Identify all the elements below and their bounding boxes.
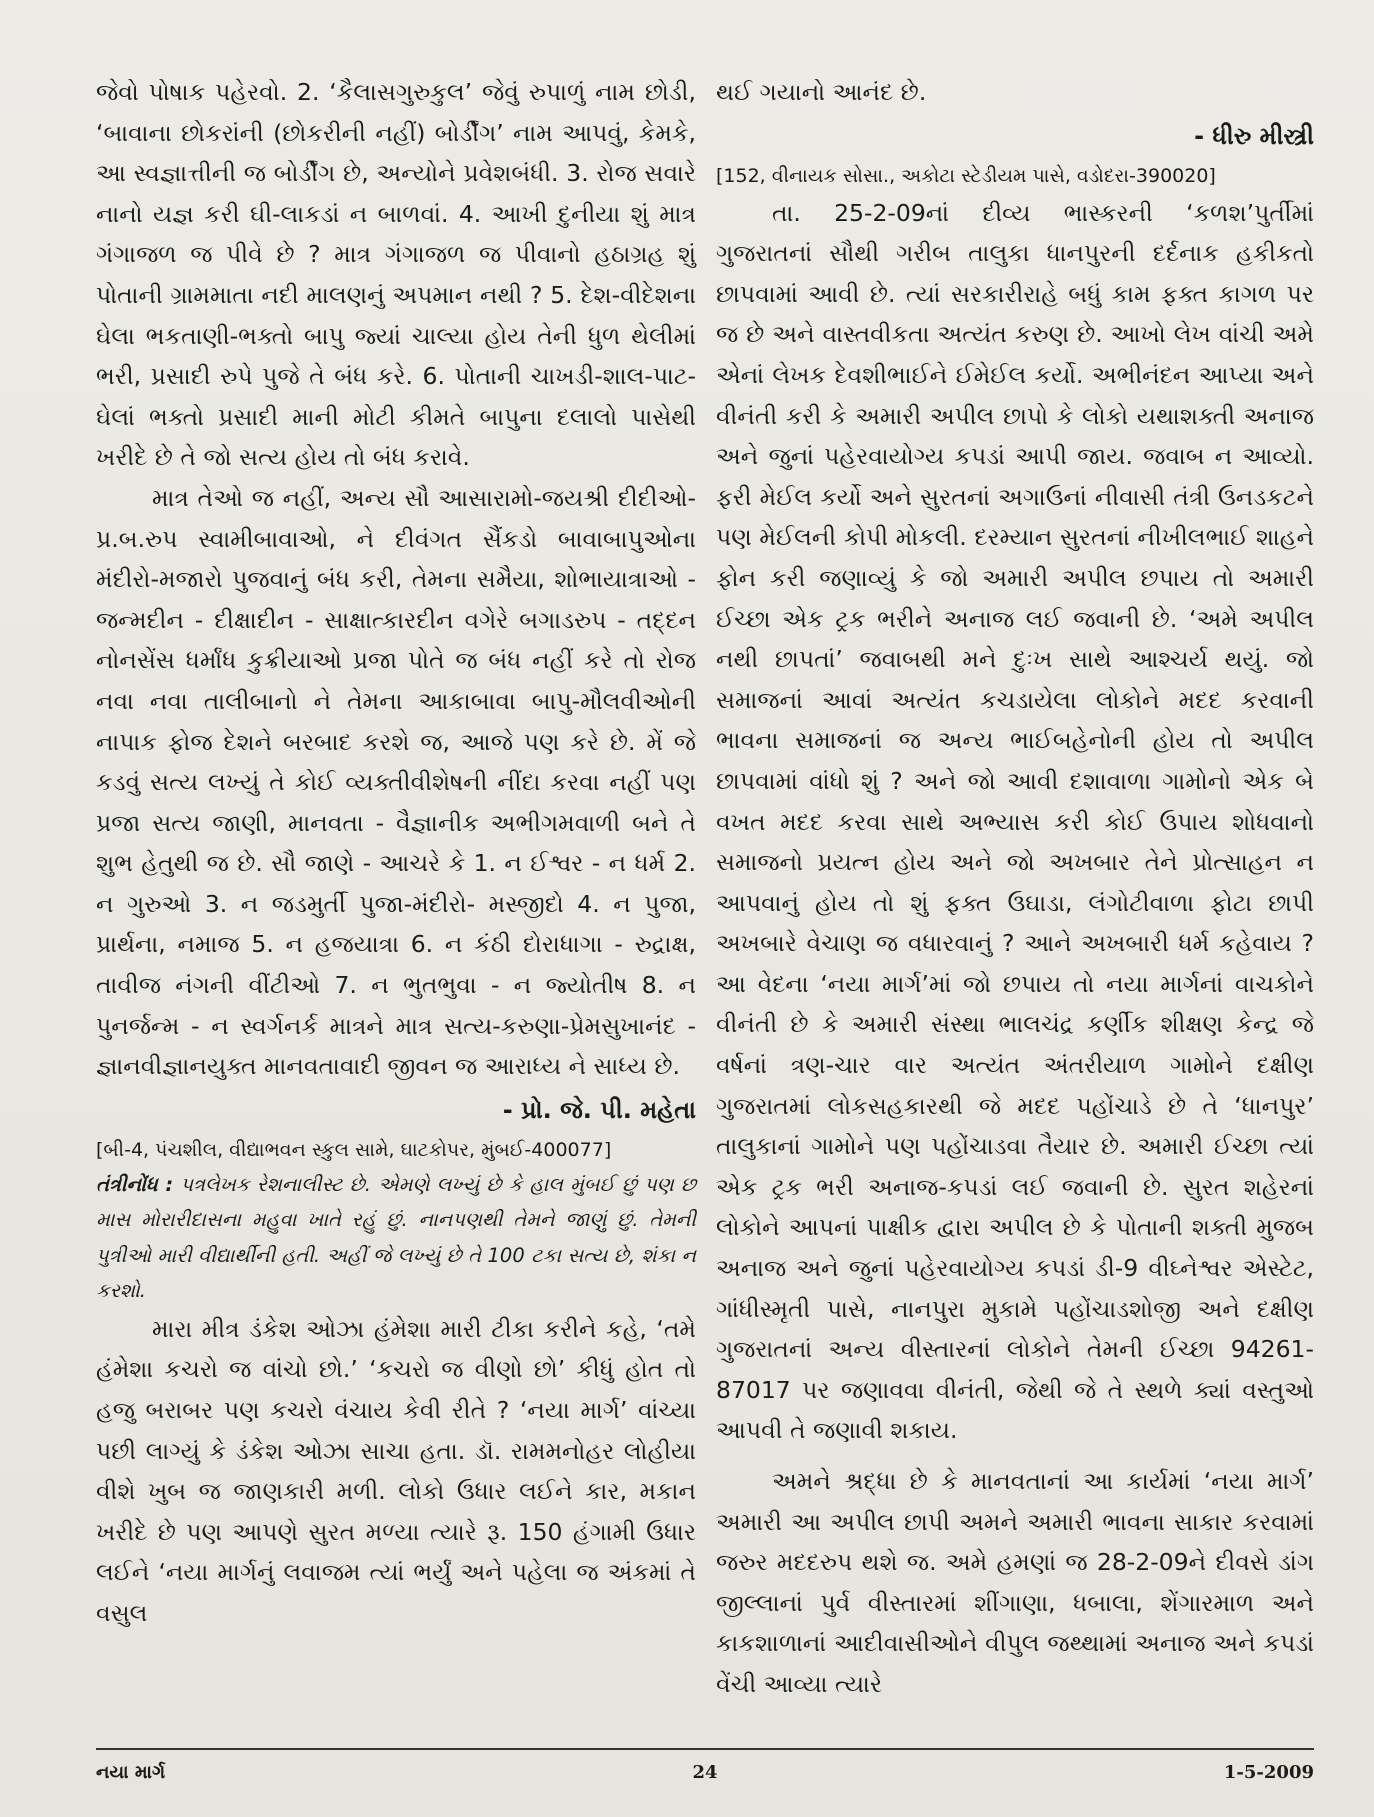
left-paragraph-1: જેવો પોષાક પહેરવો. 2. ‘કૈલાસગુરુકુલ’ જેવું રુપાળું નામ છોડી, ‘બાવાના છોકરાંની (છોકરીની નહીં) બોર્ડીંગ’ નામ આપવું, કેમકે, આ સ્વજ્ઞાત્તીની જ બોર્ડીંગ છે, અન્યોને પ્રવેશબંધી. 3. રોજ સવારે નાનો યજ્ઞ કરી ઘી-લાકડાં ન બાળવાં. 4. આખી દુનીયા શું માત્ર ગંગાજળ જ પીવે છે ? માત્ર ગંગાજળ જ પીવાનો હઠાગ્રહ શું પોતાની ગ્રામમાતા નદી માલણનું અપમાન નથી ? 5. દેશ-વીદેશના ઘેલા ભકતાણી-ભક્તો બાપુ જ્યાં ચાલ્યા હોય તેની ધુળ થેલીમાં ભરી, પ્રસાદી રુપે પુજે તે બંધ કરે. 6. પોતાની ચાખડી-શાલ-પાટ- ઘેલાં ભક્તો પ્રસાદી માની મોટી કીમતે બાપુના દલાલો પાસેથી ખરીદે છે તે જો સત્ય હોય તો બંધ કરાવે. — [96, 78, 696, 472]
letter-address: [બી-4, પંચશીલ, વીદ્યાભવન સ્કુલ સામે, ઘાટકોપર, મુંબઈ-400077] — [96, 1138, 612, 1161]
left-paragraph-2: માત્ર તેઓ જ નહીં, અન્ય સૌ આસારામો-જયશ્રી દીદીઓ- પ્ર.બ.રુપ સ્વામીબાવાઓ, ને દીવંગત સૈંકડો બાવાબાપુઓના મંદીરો-મજારો પુજવાનું બંધ કરી, તેમના સમૈયા, શોભાયાત્રાઓ - જન્મદીન - દીક્ષાદીન - સાક્ષાત્કારદીન વગેરે બગાડરુપ - તદ્દન નોનસેંસ ધર્માંધ કુક્રીયાઓ પ્રજા પોતે જ બંધ નહીં કરે તો રોજ નવા નવા તાલીબાનો ને તેમના આકાબાવા બાપુ-મૌલવીઓની નાપાક ફોજ દેશને બરબાદ કરશે જ, આજે પણ કરે છે. મેં જે કડવું સત્ય લખ્યું તે કોઈ વ્યક્તીવીશેષની નીંદા કરવા નહીં પણ પ્રજા સત્ય જાણી, માનવતા - વૈજ્ઞાનીક અભીગમવાળી બને તે શુભ હેતુથી જ છે. સૌ જાણે - આચરે કે 1. ન ઈશ્વર - ન ધર્મ 2. ન ગુરુઓ 3. ન જડમુર્તી પુજા-મંદીરો- મસ્જીદો 4. ન પુજા, પ્રાર્થના, નમાજ 5. ન હજયાત્રા 6. ન કંઠી દોરાધાગા - રુદ્રાક્ષ, તાવીજ નંગની વીંટીઓ 7. ન ભુતભુવા - ન જ્યોતીષ 8. ન પુનર્જન્મ - ન સ્વર્ગનર્ક માત્રને માત્ર સત્ય-કરુણા-પ્રેમસુખાનંદ - જ્ઞાનવીજ્ઞાનયુક્ત માનવતાવાદી જીવન જ આરાધ્ય ને સાધ્ય છે. — [96, 483, 696, 1081]
left-column — [96, 72, 696, 1634]
page-number: 24 — [692, 1762, 718, 1783]
footer-rule — [96, 1748, 1314, 1750]
issue-date: 1-5-2009 — [1223, 1762, 1314, 1783]
right-column — [716, 72, 1314, 1705]
right-paragraph-1: તા. 25-2-09નાં દીવ્ય ભાસ્કરની ‘કળશ’પુર્તીમાં ગુજરાતનાં સૌથી ગરીબ તાલુકા ધાનપુરની દર્દનાક હકીકતો છાપવામાં આવી છે. ત્યાં સરકારીરાહે બધું કામ ફક્ત કાગળ પર જ છે અને વાસ્તવીકતા અત્યંત કરુણ છે. આખો લેખ વાંચી અમે એનાં લેખક દેવશીભાઈને ઈમેઈલ કર્યો. અભીનંદન આપ્યા અને વીનંતી કરી કે અમારી અપીલ છાપો કે લોકો યથાશક્તી અનાજ અને જુનાં પહેરવાયોગ્ય કપડાં આપી જાય. જવાબ ન આવ્યો. ફરી મેઈલ કર્યો અને સુરતનાં અગાઉનાં નીવાસી તંત્રી ઉનડકટને પણ મેઈલની કોપી મોકલી. દરમ્યાન સુરતનાં નીખીલભાઈ શાહને ફોન કરી જણાવ્યું કે જો અમારી અપીલ છપાય તો અમારી ઈચ્છા એક ટ્રક ભરીને અનાજ લઈ જવાની છે. ‘અમે અપીલ નથી છાપતાં’ જવાબથી મને દુઃખ સાથે આશ્ચર્ય થયું. જો સમાજનાં આવાં અત્યંત કચડાયેલા લોકોને મદદ કરવાની ભાવના સમાજનાં જ અન્ય ભાઈબહેનોની હોય તો અપીલ છાપવામાં વાંધો શું ? અને જો આવી દશાવાળા ગામોનો એક બે વખત મદદ કરવા સાથે અભ્યાસ કરી કોઈ ઉપાય શોધવાનો સમાજનો પ્રયત્ન હોય અને જો અખબાર તેને પ્રોત્સાહન ન આપવાનું હોય તો શું ફક્ત ઉઘાડા, લંગોટીવાળા ફોટા છાપી અખબારે વેચાણ જ વધારવાનું ? આને અખબારી ધર્મ કહેવાય ? આ વેદના ‘નયા માર્ગ’માં જો છપાય તો નયા માર્ગનાં વાચકોને વીનંતી છે કે અમારી સંસ્થા ભાલચંદ્ર કર્ણીક શીક્ષણ કેન્દ્ર જે વર્ષનાં ત્રણ-ચાર વાર અત્યંત અંતરીયાળ ગામોને દક્ષીણ ગુજરાતમાં લોકસહકારથી જે મદદ પહોંચાડે છે તે ‘ધાનપુર’ તાલુકાનાં ગામોને પણ પહોંચાડવા તૈયાર છે. અમારી ઈચ્છા ત્યાં એક ટ્રક ભરી અનાજ-કપડાં લઈ જવાની છે. સુરત શહેરનાં લોકોને આપનાં પાક્ષીક દ્વારા અપીલ છે કે પોતાની શક્તી મુજબ અનાજ અને જુનાં પહેરવાયોગ્ય કપડાં ડી-9 વીઘ્નેશ્વર એસ્ટેટ, ગાંધીસ્મૃતી પાસે, નાનપુરા મુકામે પહોંચાડશોજી અને દક્ષીણ ગુજરાતનાં અન્ય વીસ્તારનાં લોકોને તેમની ઈચ્છા 94261-87017 પર જણાવવા વીનંતી, જેથી જે તે સ્થળે ક્યાં વસ્તુઓ આપવી તે જણાવી શકાય. — [716, 198, 1314, 1445]
right-paragraph-2: અમને શ્રદ્ધા છે કે માનવતાનાં આ કાર્યમાં ‘નયા માર્ગ’ અમારી આ અપીલ છાપી અમને અમારી ભાવના સાકાર કરવામાં જરુર મદદરુપ થશે જ. અમે હમણાં જ 28-2-09ને દીવસે ડાંગ જીલ્લાનાં પુર્વ વીસ્તારમાં શીંગાણા, ધબાલા, શેંગારમાળ અને કાકશાળાનાં આદીવાસીઓને વીપુલ જથ્થામાં અનાજ અને કપડાં વેંચી આવ્યા ત્યારે — [716, 1467, 1314, 1698]
editor-note — [96, 1167, 696, 1309]
publication-name: નયા માર્ગ — [96, 1762, 166, 1783]
editor-note-label: તંત્રીનોંધ : — [96, 1172, 174, 1196]
letter-signature: - પ્રો. જે. પી. મહેતા — [502, 1095, 696, 1124]
letter-signature: - ધીરુ મીસ્ત્રી — [1194, 121, 1314, 150]
right-paragraph-0: થઈ ગયાનો આનંદ છે. — [716, 78, 927, 106]
left-paragraph-3: મારા મીત્ર ડંકેશ ઓઝા હંમેશા મારી ટીકા કરીને કહે, ‘તમે હંમેશા કચરો જ વાંચો છો.’ ‘કચરો જ વીણો છો’ કીધું હોત તો હજુ બરાબર પણ કચરો વંચાય કેવી રીતે ? ‘નયા માર્ગ’ વાંચ્યા પછી લાગ્યું કે ડંકેશ ઓઝા સાચા હતા. ડૉ. રામમનોહર લોહીયા વીશે ખુબ જ જાણકારી મળી. લોકો ઉધાર લઈને કાર, મકાન ખરીદે છે પણ આપણે સુરત મળ્યા ત્યારે રૂ. 150 હંગામી ઉધાર લઈને ‘નયા માર્ગનું લવાજમ ત્યાં ભર્યું અને પહેલા જ અંકમાં તે વસુલ — [96, 1314, 696, 1627]
editor-note-text: પત્રલેખક રેશનાલીસ્ટ છે. એમણે લખ્યું છે કે હાલ મુંબઈ છું પણ છ માસ મોરારીદાસના મહુવા ખાતે રહું છું. નાનપણથી તેમને જાણું છું. તેમની પુત્રીઓ મારી વીદ્યાર્થીની હતી. અહીં જે લખ્યું છે તે 100 ટકા સત્ય છે, શંકા ન કરશો. — [96, 1172, 697, 1303]
letter-address: [152, વીનાયક સોસા., અકોટા સ્ટેડીયમ પાસે, વડોદરા-390020] — [716, 164, 1216, 187]
